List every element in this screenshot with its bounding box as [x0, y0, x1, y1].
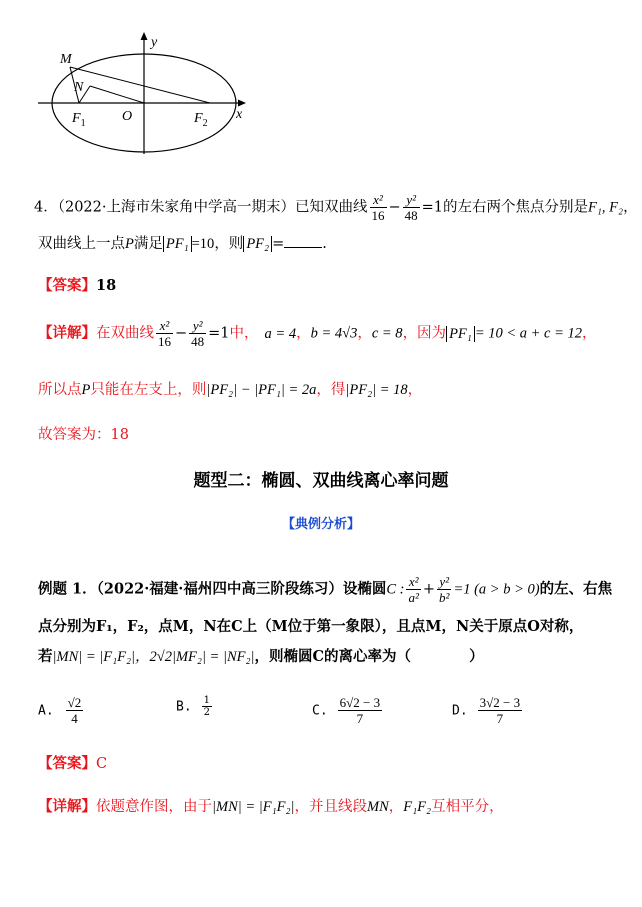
- ex1-detail-t2: ，并且线段: [294, 799, 368, 815]
- q4-detail-p: P: [81, 382, 91, 398]
- q4-detail-t3: ，因为: [402, 325, 447, 342]
- ex1-line1: [38, 574, 612, 605]
- q4-frac1: $\frac{\text{x²}}{16}$: [371, 192, 385, 223]
- ex1-detail-mn: MN: [367, 799, 389, 815]
- q4-eq: =: [272, 236, 285, 252]
- ex1-detail-t3: 互相平分，: [431, 799, 504, 815]
- q4-answer-value: 18: [96, 277, 117, 294]
- ex1-answer-label: 【答案】: [38, 755, 96, 772]
- ex1-answer-value: C: [96, 756, 108, 772]
- ex1-source: （2022·福建·福州四中高三阶段练习）: [96, 580, 343, 598]
- option-B[interactable]: [176, 695, 214, 718]
- option-A-label: A.: [38, 703, 54, 719]
- ex1-detail-t1: 依题意作图，由于: [96, 799, 212, 815]
- ex1-line3-c: ，则椭圆C的离心率为（: [254, 648, 412, 665]
- q4-minus: −: [388, 199, 401, 216]
- q4-number: 4．: [34, 199, 58, 216]
- ex1-label: 例题 1．: [38, 580, 97, 598]
- ex1-frac1: $\frac{\text{x²}}{\text{a²}}$: [408, 574, 419, 605]
- label-O: O: [122, 109, 133, 124]
- ex1-t2: 的左、右焦: [539, 580, 613, 598]
- q4-detail-line2-b: 只能在左支上，则: [90, 382, 207, 398]
- q4-detail-t2: 中，: [229, 325, 259, 342]
- y-axis-arrow: [141, 32, 148, 40]
- option-D-label: D.: [452, 703, 468, 719]
- option-C-label: C.: [312, 703, 328, 719]
- q4-detail-t1: 在双曲线: [96, 325, 154, 342]
- q4-detail-c: c = 8: [371, 325, 403, 342]
- option-B-frac: $\frac{1}{2}$: [203, 695, 211, 718]
- ex1-detail-sep: ，: [388, 799, 404, 815]
- q4-detail-line2-a: 所以点: [38, 382, 82, 398]
- q4-detail-line3: 故答案为：18: [38, 427, 129, 443]
- ex1-answer: [38, 754, 107, 774]
- label-N: N: [74, 80, 84, 95]
- segment-NO: [90, 86, 144, 103]
- q4-pf1: PF₁: [163, 236, 192, 252]
- q4-detail-line2-c: ，得: [316, 382, 346, 398]
- q4-pf2: PF₂: [243, 236, 272, 252]
- q4-detail-frac2: $\frac{\text{y²}}{48}$: [191, 318, 205, 349]
- ex1-detail-label: 【详解】: [38, 798, 96, 815]
- option-C-frac: $\frac{6√2 - 3}{7}$: [339, 695, 381, 726]
- q4-end: .: [322, 236, 327, 252]
- q4-detail-line2-d: ，: [407, 382, 423, 398]
- label-y: y: [151, 35, 158, 50]
- label-M: M: [60, 52, 72, 67]
- q4-point-p: P: [125, 236, 134, 252]
- label-F1: $F_1$: [72, 111, 86, 129]
- q4-detail-frac1: $\frac{\text{x²}}{16}$: [158, 318, 171, 349]
- option-A[interactable]: [38, 695, 85, 726]
- option-C[interactable]: [312, 695, 384, 726]
- x-axis-arrow: [238, 100, 246, 107]
- ex1-detail-eq: |MN| = |F₁F₂|: [212, 799, 295, 815]
- section-title: 题型二：椭圆、双曲线离心率问题: [193, 471, 449, 491]
- label-F2: $F_2$: [194, 111, 208, 129]
- q4-detail-a: a = 4: [264, 325, 297, 342]
- q4-text2: 的左右两个焦点分别是: [443, 199, 589, 216]
- q4-detail-res: |PF₂| = 18: [345, 382, 408, 398]
- q4-detail-pf1: PF₁: [446, 326, 475, 342]
- segment-MF2: [70, 67, 210, 103]
- ex1-C: C :: [386, 581, 405, 598]
- option-A-frac: $\frac{√2}{4}$: [67, 695, 82, 726]
- option-B-label: B.: [176, 699, 192, 715]
- q4-detail-ineq: = 10 < a + c = 12: [474, 325, 583, 342]
- q4-frac2: $\frac{\text{y²}}{48}$: [404, 192, 418, 223]
- q4-detail-line2: [38, 380, 422, 400]
- q4-source: （2022·上海市朱家角中学高一期末）: [57, 199, 295, 216]
- ex1-detail: [38, 797, 504, 817]
- q4-detail-line1: [38, 318, 597, 349]
- q4-eq1: =1: [421, 199, 444, 216]
- q4-eq10: =10: [191, 236, 215, 252]
- q4-line1: [34, 192, 638, 223]
- ex1-cond: =1 (a > b > 0): [453, 581, 540, 598]
- ex1-line3: [38, 647, 484, 667]
- ex1-line2: 点分别为F₁，F₂，点M，N在C上（M位于第一象限），且点M，N关于原点O对称，: [38, 618, 584, 635]
- q4-detail-minus: −: [175, 325, 188, 342]
- q4-line2-b: 满足: [133, 236, 163, 252]
- ex1-detail-f1f2: F₁F₂: [403, 799, 432, 815]
- section-subtitle: 【典例分析】: [281, 517, 360, 532]
- q4-answer-blank[interactable]: [284, 233, 322, 248]
- q4-detail-b: b = 4√3: [310, 325, 358, 342]
- ex1-plus: +: [422, 581, 436, 598]
- ex1-line3-b: |MN| = |F₁F₂|，2√2|MF₂| = |NF₂|: [52, 649, 255, 665]
- q4-line2: [38, 233, 327, 254]
- q4-detail-sep2: ，: [357, 325, 372, 342]
- q4-detail-t4: ，: [582, 325, 597, 342]
- q4-line2-c: ，则: [214, 236, 244, 252]
- q4-comma: ，: [623, 199, 638, 216]
- q4-line2-a: 双曲线上一点: [38, 236, 125, 252]
- ex1-line3-a: 若: [38, 648, 53, 665]
- label-x: x: [236, 107, 243, 122]
- ellipse-figure: [34, 28, 254, 158]
- q4-answer: [38, 276, 116, 296]
- q4-detail-sep1: ，: [296, 325, 311, 342]
- q4-detail-label: 【详解】: [38, 324, 96, 342]
- q4-answer-label: 【答案】: [38, 277, 96, 294]
- ex1-frac2: $\frac{\text{y²}}{\text{b²}}$: [439, 574, 450, 605]
- q4-detail-diff: |PF₂| − |PF₁| = 2a: [206, 382, 317, 398]
- option-D[interactable]: [452, 695, 524, 726]
- ex1-t1: 设椭圆: [342, 580, 387, 598]
- q4-text1: 已知双曲线: [295, 199, 368, 216]
- ex1-line3-d: ）: [469, 648, 484, 665]
- q4-detail-eq1: =1: [208, 325, 230, 342]
- q4-foci: F₁, F₂: [588, 199, 624, 216]
- option-D-frac: $\frac{3√2 - 3}{7}$: [479, 695, 521, 726]
